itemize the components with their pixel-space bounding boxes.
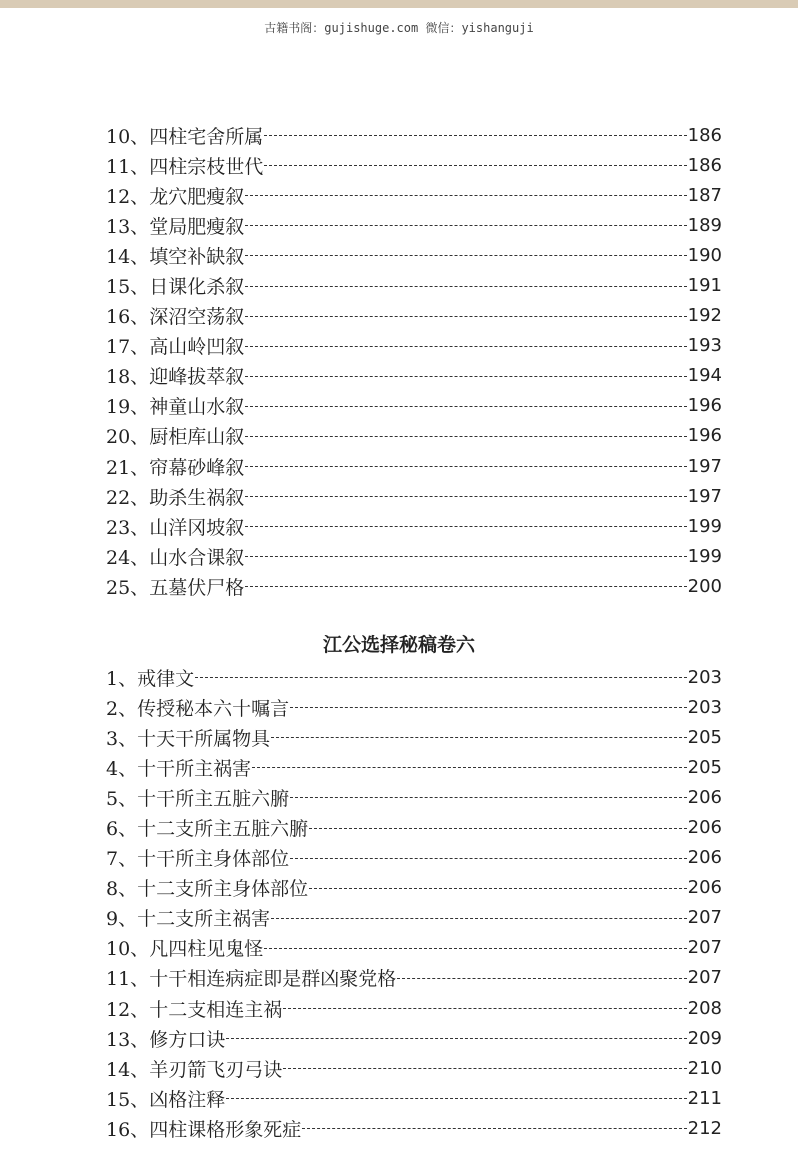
dash-leader <box>245 255 686 257</box>
entry-number: 18、 <box>106 366 150 389</box>
dash-leader <box>245 526 686 528</box>
entry-number: 15、 <box>106 1088 150 1111</box>
dash-leader <box>245 225 686 227</box>
dash-leader <box>309 888 687 890</box>
toc-entry <box>106 421 722 451</box>
dash-leader <box>245 466 686 468</box>
dash-leader <box>302 1128 686 1130</box>
toc-entry <box>106 1023 722 1053</box>
toc-entry <box>106 240 722 270</box>
dash-leader <box>226 1038 686 1040</box>
entry-number: 19、 <box>106 396 150 419</box>
entry-title: 十干相连病症即是群凶聚党格 <box>149 968 397 991</box>
entry-title: 十干所主祸害 <box>137 757 252 780</box>
toc-entry <box>106 150 722 180</box>
entry-number: 6、 <box>106 818 138 841</box>
entry-title: 四柱课格形象死症 <box>149 1118 302 1141</box>
toc-entry <box>106 270 722 300</box>
entry-title: 十二支相连主祸 <box>149 998 283 1021</box>
entry-title: 龙穴肥瘦叙 <box>149 185 245 208</box>
entry-page-number: 186 <box>687 154 722 176</box>
dash-leader <box>245 436 686 438</box>
entry-page-number: 205 <box>687 726 722 748</box>
entry-page-number: 196 <box>687 395 722 417</box>
top-border <box>0 0 798 8</box>
entry-number: 11、 <box>106 155 150 178</box>
toc-entry <box>106 752 722 782</box>
entry-number: 8、 <box>106 878 138 901</box>
dash-leader <box>264 948 686 950</box>
dash-leader <box>271 918 687 920</box>
toc-entry <box>106 451 722 481</box>
toc-entry <box>106 301 722 331</box>
entry-page-number: 207 <box>687 937 722 959</box>
dash-leader <box>245 496 686 498</box>
dash-leader <box>245 316 686 318</box>
dash-leader <box>252 767 687 769</box>
entry-number: 14、 <box>106 245 150 268</box>
dash-leader <box>245 586 686 588</box>
entry-title: 山水合课叙 <box>149 546 245 569</box>
entry-page-number: 210 <box>687 1057 722 1079</box>
dash-leader <box>264 135 686 137</box>
toc-entry <box>106 511 722 541</box>
toc-entry <box>106 391 722 421</box>
entry-page-number: 203 <box>687 696 722 718</box>
entry-number: 15、 <box>106 276 150 299</box>
entry-title: 神童山水叙 <box>149 396 245 419</box>
entry-number: 23、 <box>106 516 150 539</box>
entry-number: 16、 <box>106 1118 150 1141</box>
entry-title: 羊刃箭飞刃弓诀 <box>149 1058 283 1081</box>
entry-number: 16、 <box>106 306 150 329</box>
entry-title: 凶格注释 <box>149 1088 226 1111</box>
dash-leader <box>283 1008 686 1010</box>
dash-leader <box>290 707 687 709</box>
toc-entry <box>106 993 722 1023</box>
entry-page-number: 197 <box>687 455 722 477</box>
dash-leader <box>245 376 686 378</box>
entry-number: 14、 <box>106 1058 150 1081</box>
dash-leader <box>283 1068 686 1070</box>
entry-number: 2、 <box>106 697 138 720</box>
toc-entry <box>106 541 722 571</box>
entry-title: 四柱宅舍所属 <box>149 125 264 148</box>
dash-leader <box>195 677 687 679</box>
entry-page-number: 199 <box>687 545 722 567</box>
entry-number: 25、 <box>106 576 150 599</box>
page-header: 古籍书阁：gujishuge.com 微信：yishanguji <box>264 21 534 35</box>
entry-number: 20、 <box>106 426 150 449</box>
entry-number: 7、 <box>106 848 138 871</box>
entry-title: 十二支所主五脏六腑 <box>137 818 309 841</box>
dash-leader <box>290 797 687 799</box>
dash-leader <box>226 1098 686 1100</box>
entry-page-number: 193 <box>687 335 722 357</box>
toc-entry <box>106 481 722 511</box>
entry-title: 凡四柱见鬼怪 <box>149 938 264 961</box>
toc-entry <box>106 210 722 240</box>
entry-page-number: 211 <box>687 1087 722 1109</box>
dash-leader <box>245 286 686 288</box>
toc-entry <box>106 873 722 903</box>
entry-page-number: 190 <box>687 244 722 266</box>
entry-number: 10、 <box>106 938 150 961</box>
dash-leader <box>397 978 686 980</box>
dash-leader <box>264 165 686 167</box>
entry-title: 深沼空荡叙 <box>149 306 245 329</box>
toc-entry <box>106 361 722 391</box>
toc-entry <box>106 1113 722 1143</box>
entry-title: 堂局肥瘦叙 <box>149 215 245 238</box>
section-title: 江公选择秘稿卷六 <box>322 634 475 656</box>
entry-number: 11、 <box>106 968 150 991</box>
entry-number: 9、 <box>106 908 138 931</box>
entry-number: 24、 <box>106 546 150 569</box>
entry-title: 十干所主五脏六腑 <box>137 787 290 810</box>
entry-page-number: 212 <box>687 1117 722 1139</box>
entry-number: 17、 <box>106 336 150 359</box>
entry-title: 十干所主身体部位 <box>137 848 290 871</box>
entry-page-number: 207 <box>687 967 722 989</box>
toc-list-1 <box>106 120 722 602</box>
entry-title: 助杀生祸叙 <box>149 486 245 509</box>
entry-title: 日课化杀叙 <box>149 276 245 299</box>
toc-list-2 <box>106 662 722 1144</box>
entry-page-number: 206 <box>687 877 722 899</box>
entry-number: 21、 <box>106 456 150 479</box>
entry-number: 13、 <box>106 215 150 238</box>
entry-page-number: 189 <box>687 214 722 236</box>
dash-leader <box>245 195 686 197</box>
entry-title: 填空补缺叙 <box>149 245 245 268</box>
entry-page-number: 206 <box>687 786 722 808</box>
dash-leader <box>245 406 686 408</box>
entry-page-number: 205 <box>687 756 722 778</box>
toc-entry <box>106 782 722 812</box>
toc-entry <box>106 331 722 361</box>
entry-page-number: 199 <box>687 515 722 537</box>
entry-title: 十天干所属物具 <box>137 727 271 750</box>
entry-page-number: 197 <box>687 485 722 507</box>
toc-entry <box>106 120 722 150</box>
toc-entry <box>106 1053 722 1083</box>
entry-title: 十二支所主祸害 <box>137 908 271 931</box>
entry-page-number: 208 <box>687 997 722 1019</box>
entry-page-number: 186 <box>687 124 722 146</box>
entry-title: 戒律文 <box>137 667 195 690</box>
entry-page-number: 206 <box>687 847 722 869</box>
entry-page-number: 206 <box>687 817 722 839</box>
dash-leader <box>245 556 686 558</box>
entry-number: 4、 <box>106 757 138 780</box>
entry-page-number: 196 <box>687 425 722 447</box>
toc-entry <box>106 180 722 210</box>
entry-title: 修方口诀 <box>149 1028 226 1051</box>
entry-page-number: 194 <box>687 365 722 387</box>
toc-entry <box>106 903 722 933</box>
toc-entry <box>106 843 722 873</box>
entry-number: 22、 <box>106 486 150 509</box>
toc-entry <box>106 1083 722 1113</box>
entry-page-number: 191 <box>687 275 722 297</box>
toc-entry <box>106 662 722 692</box>
entry-number: 13、 <box>106 1028 150 1051</box>
entry-number: 3、 <box>106 727 138 750</box>
entry-number: 12、 <box>106 185 150 208</box>
toc-entry <box>106 692 722 722</box>
entry-title: 厨柜库山叙 <box>149 426 245 449</box>
toc-entry <box>106 571 722 601</box>
entry-title: 山洋冈坡叙 <box>149 516 245 539</box>
entry-page-number: 192 <box>687 305 722 327</box>
entry-title: 迎峰拔萃叙 <box>149 366 245 389</box>
toc-entry <box>106 963 722 993</box>
toc-entry <box>106 722 722 752</box>
dash-leader <box>309 828 687 830</box>
entry-number: 10、 <box>106 125 150 148</box>
entry-title: 四柱宗枝世代 <box>149 155 264 178</box>
toc-entry <box>106 812 722 842</box>
entry-number: 5、 <box>106 787 138 810</box>
entry-page-number: 200 <box>687 575 722 597</box>
entry-title: 帘幕砂峰叙 <box>149 456 245 479</box>
toc-entry <box>106 933 722 963</box>
entry-number: 1、 <box>106 667 138 690</box>
entry-title: 五墓伏尸格 <box>149 576 245 599</box>
entry-title: 高山岭凹叙 <box>149 336 245 359</box>
entry-title: 十二支所主身体部位 <box>137 878 309 901</box>
entry-page-number: 207 <box>687 907 722 929</box>
entry-title: 传授秘本六十嘱言 <box>137 697 290 720</box>
dash-leader <box>245 346 686 348</box>
dash-leader <box>290 858 687 860</box>
entry-page-number: 203 <box>687 666 722 688</box>
entry-number: 12、 <box>106 998 150 1021</box>
dash-leader <box>271 737 687 739</box>
entry-page-number: 209 <box>687 1027 722 1049</box>
entry-page-number: 187 <box>687 184 722 206</box>
